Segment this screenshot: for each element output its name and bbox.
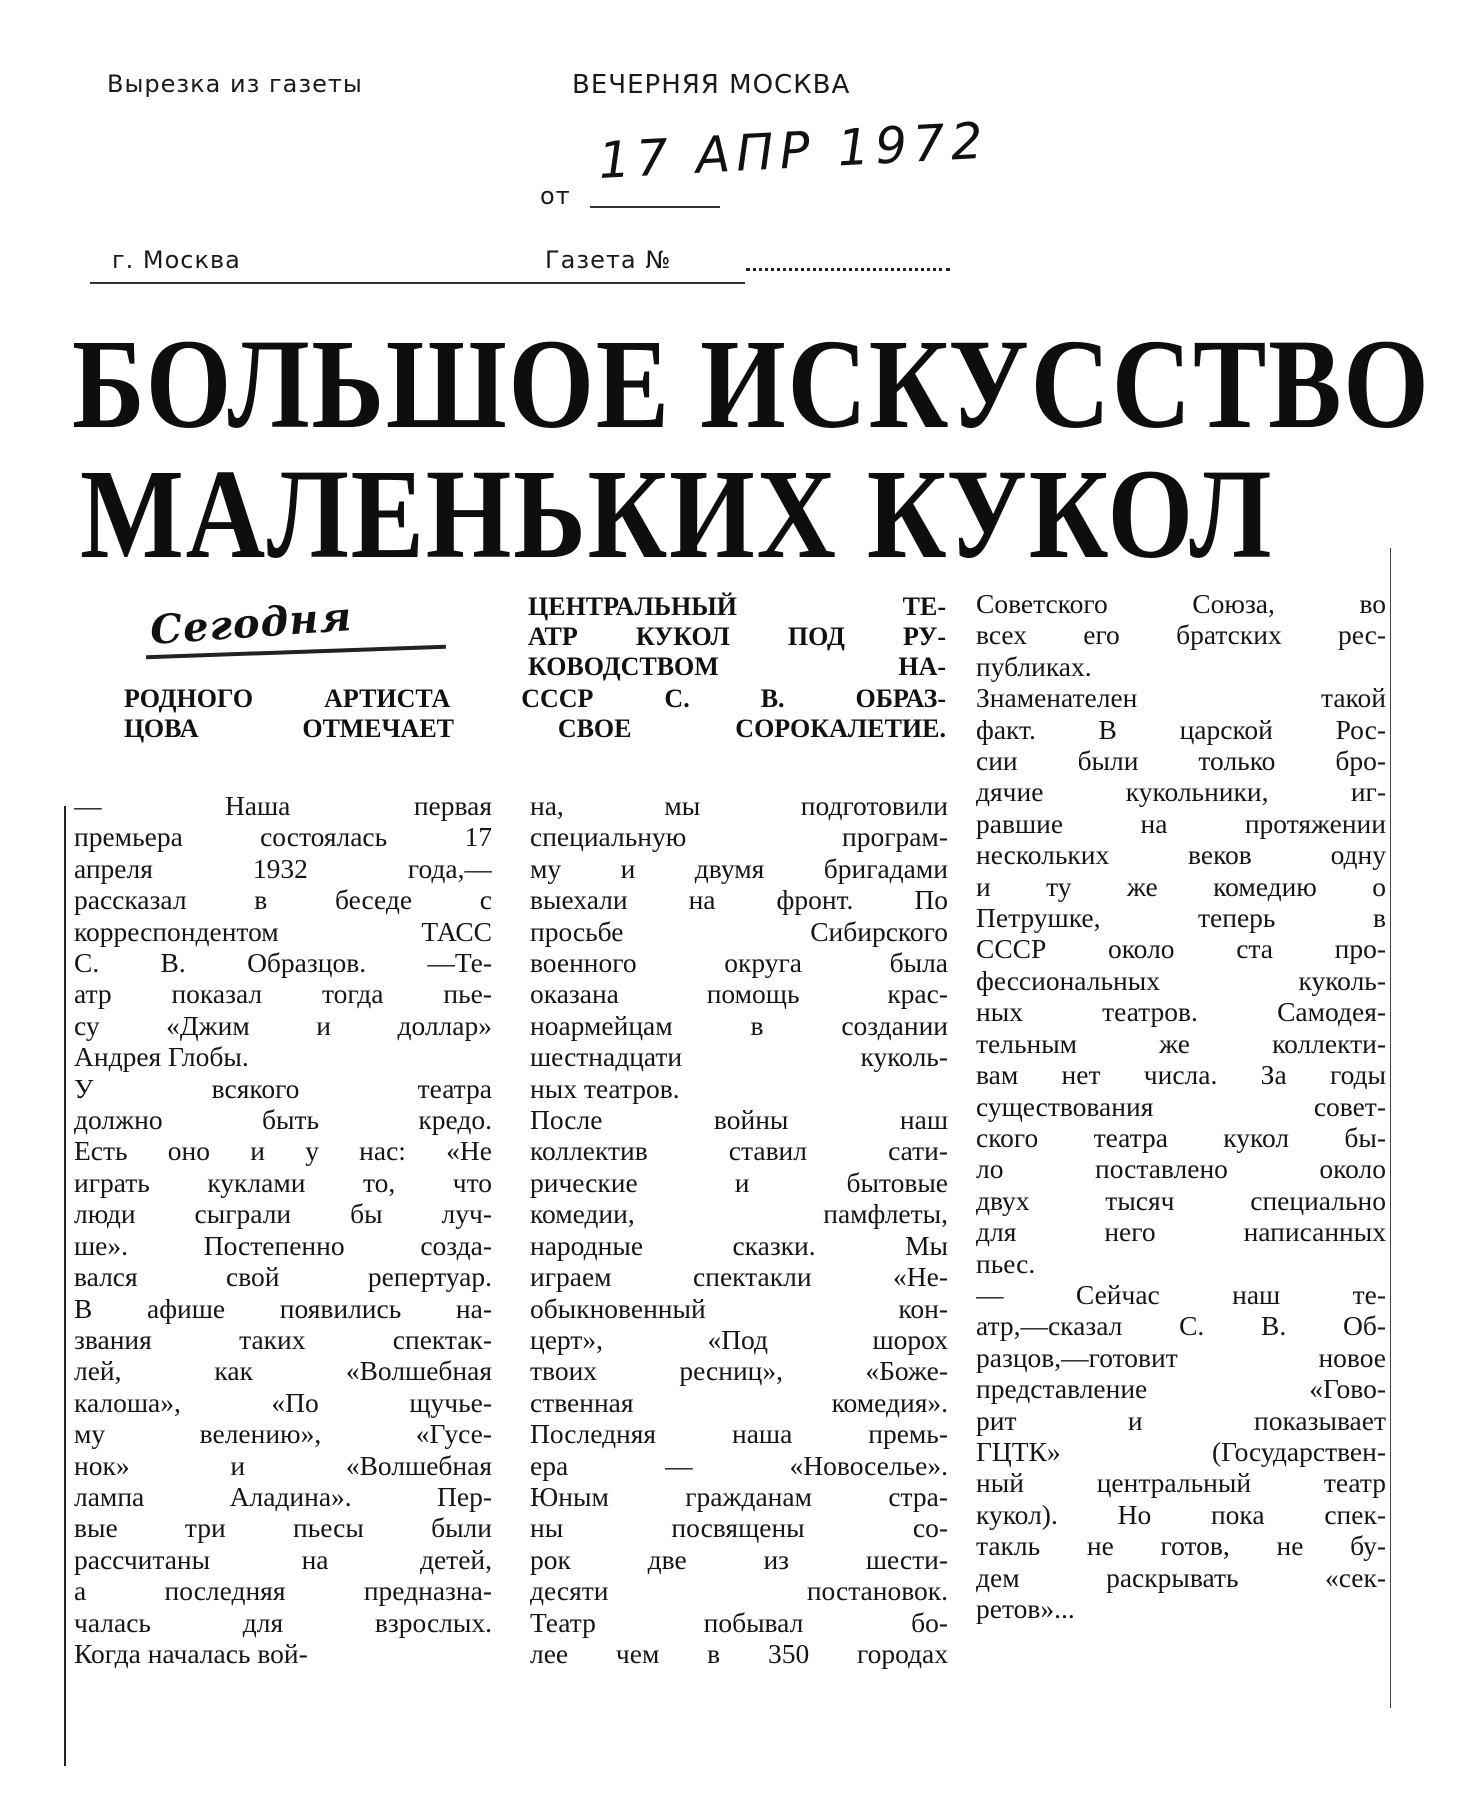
article-text-line: такль не готов, не бу- xyxy=(976,1530,1386,1562)
article-text-line: оказана помощь крас- xyxy=(530,978,948,1010)
article-text-line: всех его братских рес- xyxy=(976,619,1386,651)
article-text-line: факт. В царской Рос- xyxy=(976,713,1386,745)
article-text-line: существования совет- xyxy=(976,1090,1386,1122)
date-underline xyxy=(590,206,720,208)
issue-date: 17 АПР 1972 xyxy=(596,111,991,190)
article-text-line: Последняя наша премь- xyxy=(530,1418,948,1450)
article-text-line: Есть оно и у нас: «Не xyxy=(74,1135,492,1167)
article-text-line: выехали на фронт. По xyxy=(530,884,948,916)
article-text-line: специальную програм- xyxy=(530,821,948,853)
article-text-line: СССР около ста про- xyxy=(976,933,1386,965)
city-label: г. Москва xyxy=(112,246,241,274)
lead-line: КОВОДСТВОМ НА- xyxy=(528,652,946,681)
article-text-line: вам нет числа. За годы xyxy=(976,1059,1386,1091)
article-text-line: рассчитаны на детей, xyxy=(74,1543,492,1575)
article-text-line: лампа Аладина». Пер- xyxy=(74,1480,492,1512)
article-text-line: рические и бытовые xyxy=(530,1166,948,1198)
article-text-line: су «Джим и доллар» xyxy=(74,1009,492,1041)
article-text-line: лее чем в 350 городах xyxy=(530,1637,948,1669)
article-text-line: люди сыграли бы луч- xyxy=(74,1198,492,1230)
article-text-line: ло поставлено около xyxy=(976,1153,1386,1185)
column-rule-right xyxy=(1390,548,1391,1708)
article-text-line: сии были только бро- xyxy=(976,745,1386,777)
article-text-line: твоих ресниц», «Боже- xyxy=(530,1355,948,1387)
newspaper-name: ВЕЧЕРНЯЯ МОСКВА xyxy=(572,70,851,100)
article-text-line: корреспондентом ТАСС xyxy=(74,915,492,947)
article-text-line: разцов,—готовит новое xyxy=(976,1341,1386,1373)
article-text-line: нок» и «Волшебная xyxy=(74,1449,492,1481)
article-column-1 xyxy=(74,790,492,1669)
article-text-line: обыкновенный кон- xyxy=(530,1292,948,1324)
lead-paragraph-bottom xyxy=(124,684,946,744)
article-text-line: му и двумя бригадами xyxy=(530,852,948,884)
article-text-line: атр,—сказал С. В. Об- xyxy=(976,1310,1386,1342)
article-text-line: После войны наш xyxy=(530,1104,948,1136)
article-text-line: фессиональных куколь- xyxy=(976,964,1386,996)
headline-line-2: МАЛЕНЬКИХ КУКОЛ xyxy=(80,443,1274,585)
issue-number-label: Газета № xyxy=(545,246,672,274)
article-text-line: народные сказки. Мы xyxy=(530,1229,948,1261)
article-column-2 xyxy=(530,790,948,1669)
article-text-line: ского театра кукол бы- xyxy=(976,1121,1386,1153)
article-text-line: комедии, памфлеты, xyxy=(530,1198,948,1230)
article-text-line: военного округа была xyxy=(530,947,948,979)
article-text-line: Театр побывал бо- xyxy=(530,1606,948,1638)
article-text-line: дем раскрывать «сек- xyxy=(976,1561,1386,1593)
article-text-line: вался свой репертуар. xyxy=(74,1261,492,1293)
column-rule-left xyxy=(64,806,66,1766)
article-text-line: а последняя предназна- xyxy=(74,1575,492,1607)
article-text-line: ера — «Новоселье». xyxy=(530,1449,948,1481)
article-text-line: должно быть кредо. xyxy=(74,1104,492,1136)
article-text-line: Когда началась вой- xyxy=(74,1637,308,1669)
article-text-line: рок две из шести- xyxy=(530,1543,948,1575)
article-text-line: — Сейчас наш те- xyxy=(976,1278,1386,1310)
date-label: от xyxy=(540,182,571,210)
article-text-line: звания таких спектак- xyxy=(74,1323,492,1355)
article-text-line: чалась для взрослых. xyxy=(74,1606,492,1638)
article-text-line: ше». Постепенно созда- xyxy=(74,1229,492,1261)
article-text-line: пьес. xyxy=(976,1247,1036,1279)
article-text-line: Петрушке, теперь в xyxy=(976,902,1386,934)
article-text-line: представление «Гово- xyxy=(976,1373,1386,1405)
lead-line: АТР КУКОЛ ПОД РУ- xyxy=(528,622,946,651)
article-text-line: У всякого театра xyxy=(74,1072,492,1104)
article-text-line: десяти постановок. xyxy=(530,1575,948,1607)
lead-line: ЦОВА ОТМЕЧАЕТ СВОЕ СОРОКАЛЕТИЕ. xyxy=(124,714,946,743)
lead-line: ЦЕНТРАЛЬНЫЙ ТЕ- xyxy=(528,592,946,621)
article-text-line: ный центральный театр xyxy=(976,1467,1386,1499)
article-text-line: премьера состоялась 17 xyxy=(74,821,492,853)
lead-paragraph-top xyxy=(528,592,946,682)
issue-number-dots xyxy=(746,268,950,271)
article-text-line: апреля 1932 года,— xyxy=(74,852,492,884)
article-text-line: играем спектакли «Не- xyxy=(530,1261,948,1293)
article-text-line: лей, как «Волшебная xyxy=(74,1355,492,1387)
article-text-line: В афише появились на- xyxy=(74,1292,492,1324)
article-text-line: рит и показывает xyxy=(976,1404,1386,1436)
article-text-line: играть куклами то, что xyxy=(74,1166,492,1198)
article-text-line: Юным гражданам стра- xyxy=(530,1480,948,1512)
article-text-line: вые три пьесы были xyxy=(74,1512,492,1544)
article-text-line: ны посвящены со- xyxy=(530,1512,948,1544)
article-text-line: ретов»... xyxy=(976,1593,1075,1624)
article-text-line: шестнадцати куколь- xyxy=(530,1041,948,1073)
lead-line: РОДНОГО АРТИСТА СССР С. В. ОБРАЗ- xyxy=(124,684,946,713)
article-text-line: публиках. xyxy=(976,650,1092,682)
article-text-line: для него написанных xyxy=(976,1216,1386,1248)
article-text-line: на, мы подготовили xyxy=(530,790,948,821)
article-text-line: атр показал тогда пье- xyxy=(74,978,492,1010)
city-underline xyxy=(90,282,745,284)
article-text-line: и ту же комедию о xyxy=(976,870,1386,902)
article-text-line: ственная комедия». xyxy=(530,1386,948,1418)
article-text-line: церт», «Под шорох xyxy=(530,1323,948,1355)
dateline-script: Сегодня xyxy=(148,593,354,654)
clipping-label: Вырезка из газеты xyxy=(107,70,363,98)
article-text-line: нескольких веков одну xyxy=(976,839,1386,871)
article-text-line: тельным же коллекти- xyxy=(976,1027,1386,1059)
article-text-line: коллектив ставил сати- xyxy=(530,1135,948,1167)
article-column-3 xyxy=(976,588,1386,1624)
article-text-line: Советского Союза, во xyxy=(976,588,1386,619)
article-text-line: ноармейцам в создании xyxy=(530,1009,948,1041)
article-text-line: Андрея Глобы. xyxy=(74,1041,249,1073)
article-text-line: дячие кукольники, иг- xyxy=(976,776,1386,808)
article-text-line: просьбе Сибирского xyxy=(530,915,948,947)
article-text-line: ГЦТК» (Государствен- xyxy=(976,1435,1386,1467)
headline-line-1: БОЛЬШОЕ ИСКУССТВО xyxy=(72,313,1431,455)
article-text-line: ных театров. Самодея- xyxy=(976,996,1386,1028)
article-text-line: равшие на протяжении xyxy=(976,807,1386,839)
article-text-line: кукол). Но пока спек- xyxy=(976,1498,1386,1530)
article-text-line: му велению», «Гусе- xyxy=(74,1418,492,1450)
article-text-line: ных театров. xyxy=(530,1072,680,1104)
article-text-line: Знаменателен такой xyxy=(976,682,1386,714)
article-text-line: С. В. Образцов. —Те- xyxy=(74,947,492,979)
article-text-line: — Наша первая xyxy=(74,790,492,821)
article-text-line: калоша», «По щучье- xyxy=(74,1386,492,1418)
article-text-line: рассказал в беседе с xyxy=(74,884,492,916)
article-text-line: двух тысяч специально xyxy=(976,1184,1386,1216)
